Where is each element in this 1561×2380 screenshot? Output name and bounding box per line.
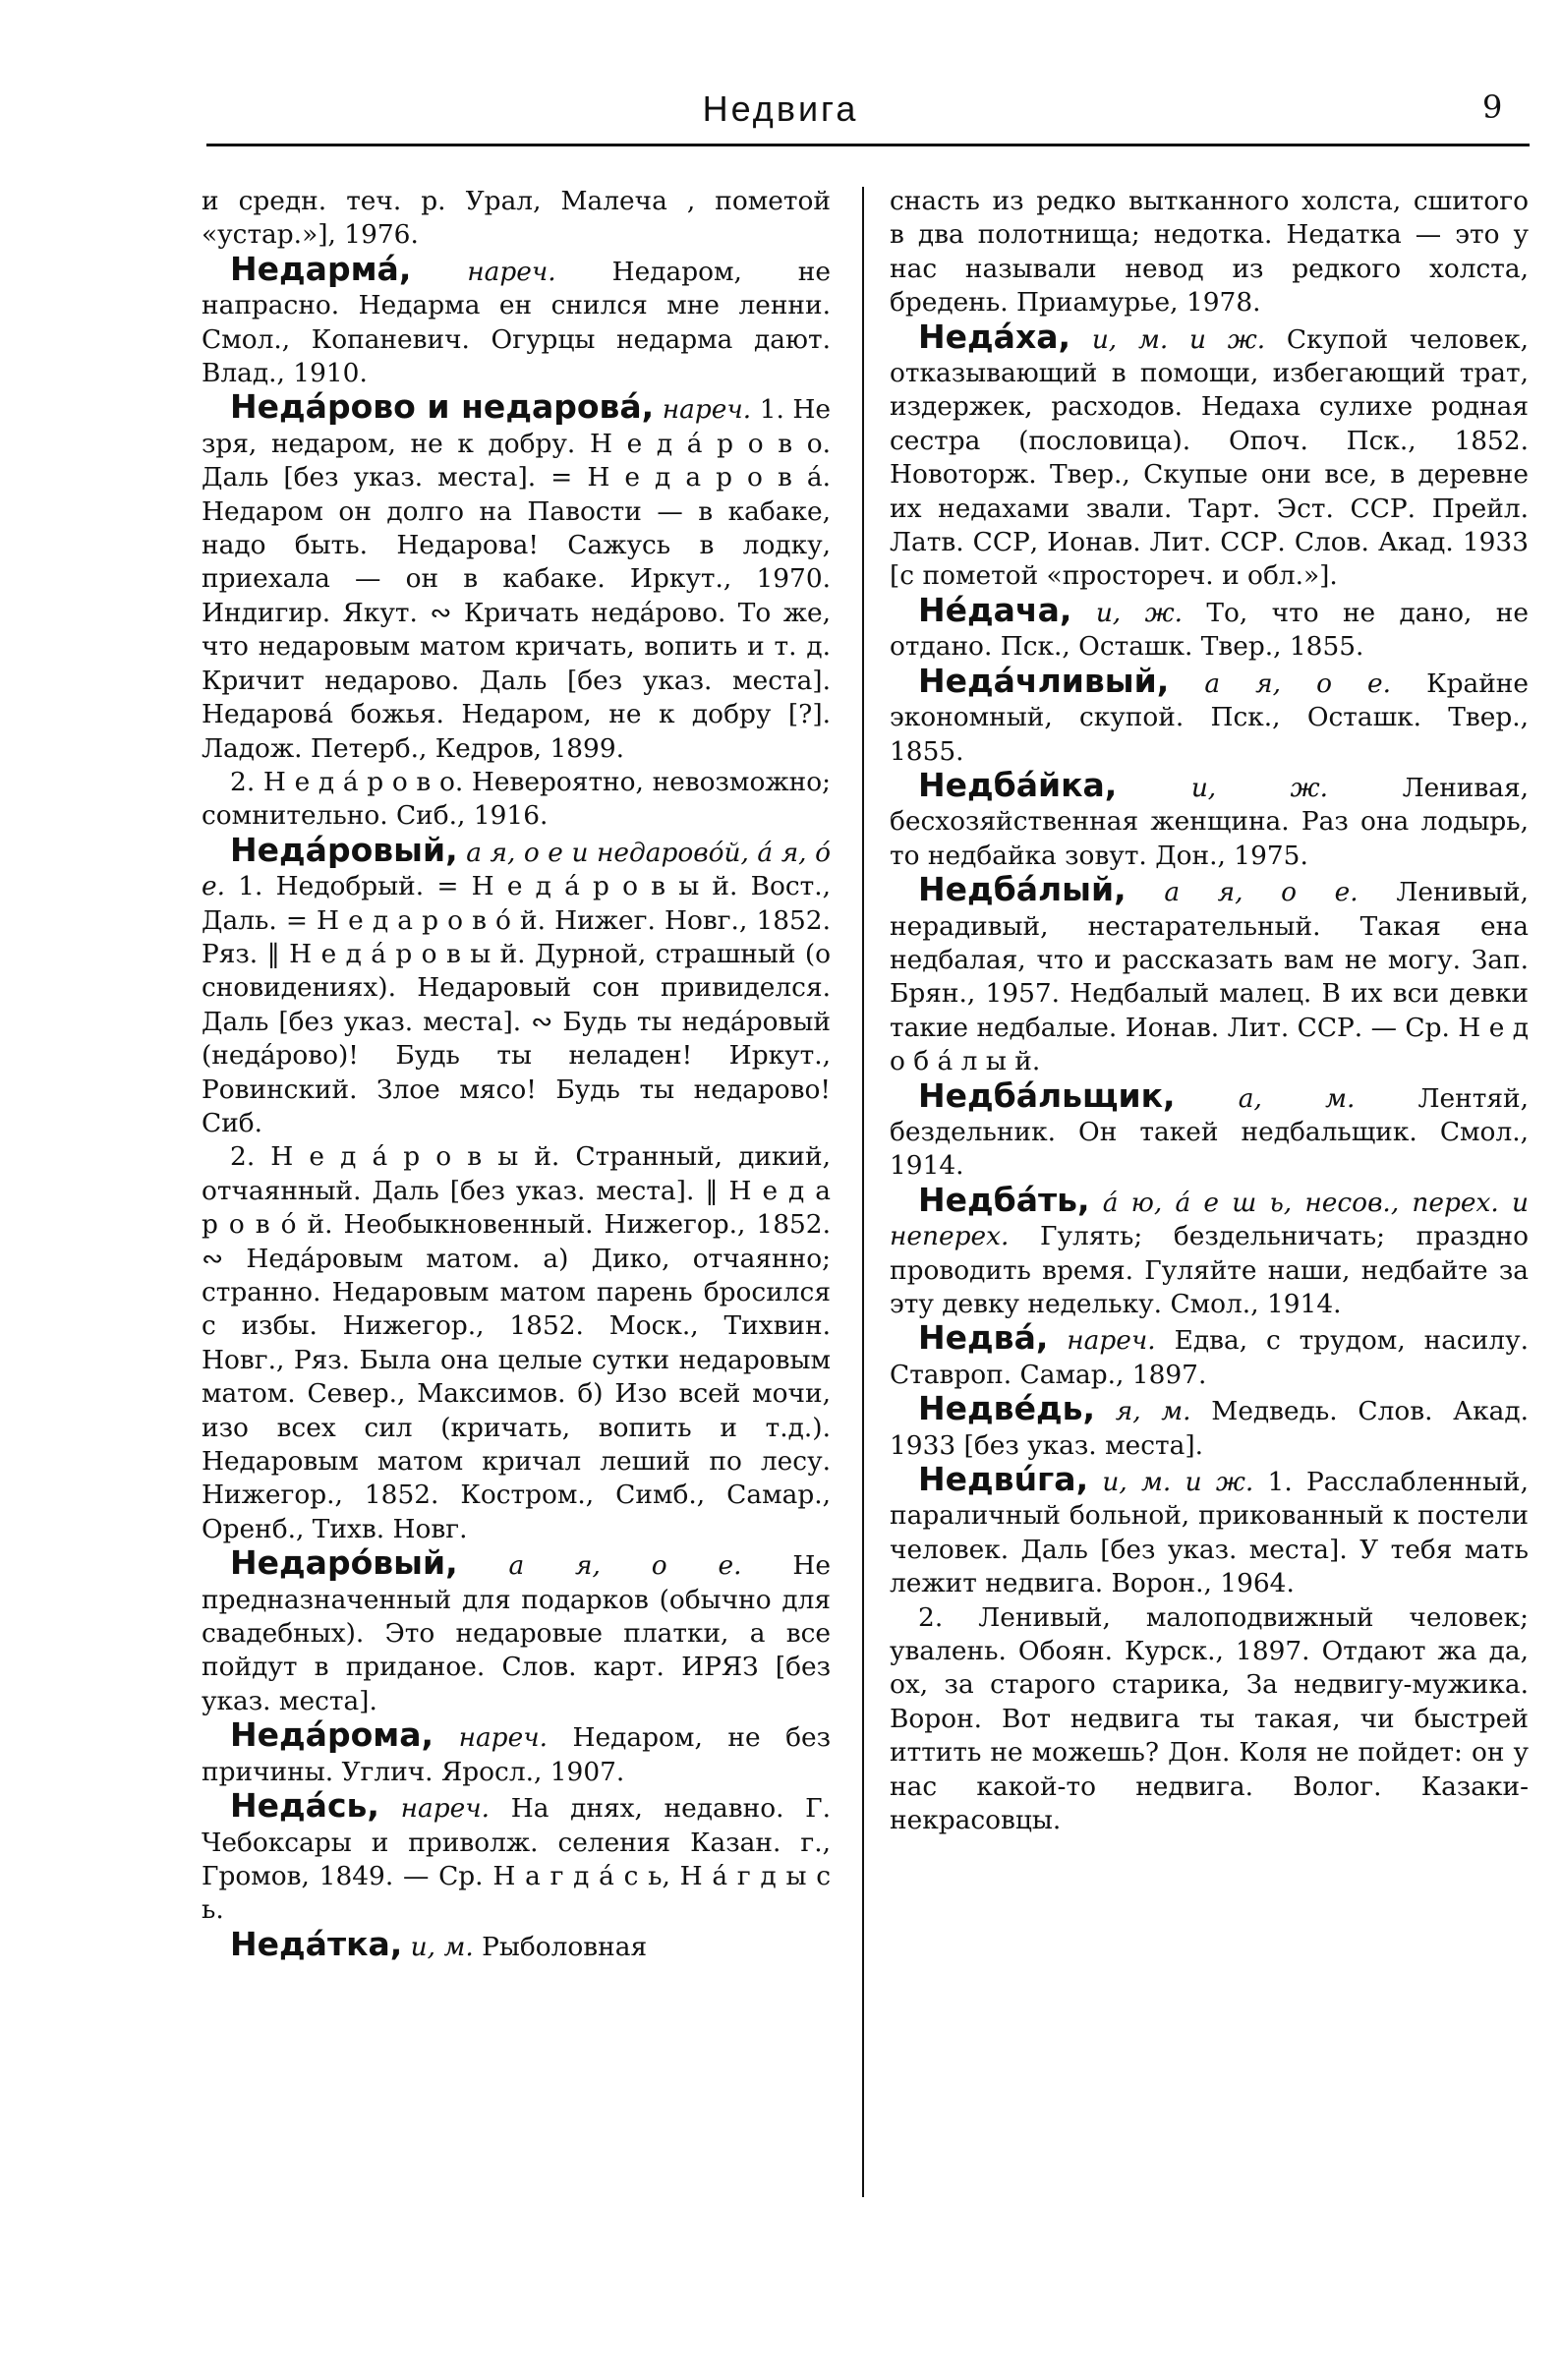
entry-paragraph <box>890 1180 1529 1322</box>
grammar-note: а я, о е. <box>1204 668 1392 699</box>
entry-paragraph <box>890 765 1530 873</box>
entry-paragraph <box>890 661 1530 769</box>
grammar-note: нареч. <box>662 394 752 426</box>
grammar-note: и, м. и ж. <box>1102 1467 1254 1498</box>
grammar-note: нареч. <box>1067 1325 1156 1357</box>
dictionary-entry <box>890 765 1530 873</box>
definition-text: Скупой человек, отказывающий в помощи, избегающий трат, издержек, расходов. Недаха сулихе родная сестра (пословица). Опоч. Пск., 1852. Новоторж. Твер., Скупые они все, в деревне их недахами звали. Тарт. Эст. ССР. Прейл. Латв. ССР, Ионав. Лит. ССР. Слов. Акад. 1933 [с пометой «простореч. и обл.»]. <box>890 323 1530 592</box>
dictionary-entry <box>202 1715 832 1789</box>
headword: Недáчливый, <box>918 661 1170 700</box>
entry-paragraph <box>202 1924 831 1964</box>
dictionary-entry <box>890 1389 1530 1463</box>
headword: Недарóвый, <box>230 1543 458 1583</box>
definition-text: На днях, недавно. Г. Чебоксары и приволж. селения Казан. г., Громов, 1849. — Ср. Н а г д á с ь, Н á г д ы с ь. <box>202 1793 831 1926</box>
entry-paragraph <box>202 387 832 765</box>
definition-text: Гулять; бездельничать; праздно проводить время. Гуляйте наши, недбайте за эту девку недельку. Смол., 1914. <box>890 1221 1529 1319</box>
headword: Недáсь, <box>230 1786 379 1826</box>
headword: Недáтка, <box>230 1924 403 1963</box>
entry-paragraph <box>890 185 1529 320</box>
entry-paragraph <box>890 317 1530 594</box>
headword: Недбáлый, <box>918 870 1127 909</box>
definition-text: Лентяй, бездельник. Он такей недбальщик. Смол., 1914. <box>890 1082 1529 1182</box>
grammar-note: нареч. <box>458 1722 548 1754</box>
dictionary-entry <box>890 1180 1529 1322</box>
grammar-note: а я, о е и недаровóй, á я, ó е. <box>202 837 831 902</box>
headword: Недбáть, <box>918 1180 1090 1219</box>
grammar-note: и, ж. <box>1190 772 1329 803</box>
grammar-note: а я, о е. <box>1164 877 1359 908</box>
grammar-note: нареч. <box>400 1793 491 1825</box>
headword: Недáрово и недаровá, <box>230 387 655 427</box>
headword: Недáровый, <box>230 830 458 869</box>
headword: Недáрома, <box>230 1715 434 1755</box>
dictionary-entry <box>890 1318 1529 1392</box>
dictionary-entry <box>202 185 831 253</box>
headword: Недвúга, <box>918 1460 1089 1499</box>
dictionary-entry <box>202 387 832 833</box>
headword: Нéдача, <box>918 590 1072 629</box>
dictionary-entry <box>890 1075 1529 1184</box>
dictionary-entry <box>890 590 1530 665</box>
column-divider <box>862 187 864 2197</box>
entry-paragraph <box>890 870 1530 1078</box>
grammar-note: и, м. и ж. <box>1091 323 1266 355</box>
header-rule <box>206 144 1530 146</box>
grammar-note: á ю, á е ш ь, несов., перех. и неперех. <box>890 1187 1529 1252</box>
dictionary-entry <box>202 1786 831 1928</box>
dictionary-entry <box>890 661 1530 769</box>
dictionary-entry <box>202 1924 831 1964</box>
grammar-note: а, м. <box>1238 1082 1356 1114</box>
entry-paragraph <box>890 1075 1529 1184</box>
entry-paragraph <box>202 1140 831 1546</box>
headword: Недáха, <box>918 317 1071 356</box>
definition-text: Едва, с трудом, насилу. Ставроп. Самар., 1897. <box>890 1325 1529 1390</box>
definition-text: Не предназначенный для подарков (обычно для свадебных). Это недаровые платки, а все пойдут в приданое. Слов. карт. ИРЯЗ [без указ. места]. <box>202 1550 831 1716</box>
entry-paragraph <box>890 1318 1529 1392</box>
dictionary-entry <box>890 317 1530 594</box>
entry-paragraph <box>202 185 831 253</box>
definition-text: Недаром, не без причины. Углич. Яросл., 1907. <box>202 1722 832 1787</box>
headword: Недармá, <box>230 249 412 288</box>
definition-text: 1. Не зря, недаром, не к добру. Н е д á р о в о. Даль [без указ. места]. = Н е д а р о в á. Недаром он долго на Павости — в кабаке, надо быть. Недарова! Сажусь в лодку, приехала — он в кабаке. Иркут., 1970. Индигир. Якут. ∾ Кричать недáрово. То же, что недаровым матом кричать, вопить и т. д. Кричит недарово. Даль [без указ. места]. Недаровá божья. Недаром, не к добру [?]. Ладож. Петерб., Кедров, 1899. <box>202 394 832 764</box>
entry-paragraph <box>202 766 831 834</box>
entry-paragraph <box>890 1389 1530 1463</box>
dictionary-entry <box>890 870 1530 1078</box>
headword: Недвéдь, <box>918 1389 1096 1428</box>
entry-paragraph <box>890 1601 1529 1838</box>
definition-text: 2. Ленивый, малоподвижный человек; увалень. Обоян. Курск., 1897. Отдают жа да, ох, за старого старика, За недвигу-мужика. Ворон. Вот недвига ты такая, чи быстрей иттить не можешь? Дон. Коля не пойдет: он у нас какой-то недвига. Волог. Казаки-некрасовцы. <box>890 1601 1529 1836</box>
definition-text: Медведь. Слов. Акад. 1933 [без указ. места]. <box>890 1396 1530 1461</box>
definition-text: То, что не дано, не отдано. Пск., Осташк. Твер., 1855. <box>890 597 1530 663</box>
dictionary-entry <box>890 185 1529 320</box>
dictionary-entry <box>202 830 832 1547</box>
entry-paragraph <box>890 1460 1529 1601</box>
entry-paragraph <box>202 249 831 391</box>
entry-paragraph <box>890 590 1530 665</box>
definition-text: 2. Н е д á р о в ы й. Странный, дикий, отчаянный. Даль [без указ. места]. ‖ Н е д а р о в ó й. Необыкновенный. Нижегор., 1852. ∾ Недáровым матом. а) Дико, отчаянно; странно. Недаровым матом парень бросился с избы. Нижегор., 1852. Моск., Тихвин. Новг., Ряз. Была она целые сутки недаровым матом. Север., Максимов. б) Изо всей мочи, изо всех сил (кричать, вопить и т.д.). Недаровым матом кричал леший по лесу. Нижегор., 1852. Костром., Симб., Самар., Оренб., Тихв. Новг. <box>202 1141 831 1544</box>
grammar-note: и, м. <box>410 1931 474 1962</box>
right-column <box>890 185 1529 1838</box>
dictionary-entry <box>202 1543 831 1718</box>
definition-text: 1. Недобрый. = Н е д á р о в ы й. Вост., Даль. = Н е д а р о в ó й. Нижег. Новг., 1852. Ряз. ‖ Н е д á р о в ы й. Дурной, страшный (о сновидениях). Недаровый сон привиделся. Даль [без указ. места]. ∾ Будь ты недáровый (недáрово)! Будь ты неладен! Иркут., Ровинский. Злое мясо! Будь ты недарово! Сиб. <box>202 871 832 1138</box>
left-column <box>202 185 831 1964</box>
grammar-note: и, ж. <box>1095 597 1183 628</box>
definition-text: 2. Н е д á р о в о. Невероятно, невозможно; сомнительно. Сиб., 1916. <box>202 766 831 832</box>
dictionary-entry <box>890 1460 1529 1837</box>
entry-paragraph <box>202 830 832 1141</box>
dictionary-entry <box>202 249 831 391</box>
grammar-note: нареч. <box>467 256 556 287</box>
grammar-note: я, м. <box>1115 1396 1191 1427</box>
entry-paragraph <box>202 1715 832 1789</box>
definition-text: снасть из редко вытканного холста, сшитого в два полотнища; недотка. Недатка — это у нас называли невод из редкого холста, бредень. Приамурье, 1978. <box>890 186 1529 319</box>
definition-text: Ленивый, нерадивый, нестарательный. Такая ена недбалая, что и рассказать вам не могу. Зап. Брян., 1957. Недбалый малец. В их вси девки такие недбалые. Ионав. Лит. ССР. — Ср. Н е д о б á л ы й. <box>890 877 1530 1077</box>
headword: Недвá, <box>918 1318 1049 1358</box>
definition-text: Рыболовная <box>482 1931 648 1962</box>
entry-paragraph <box>202 1543 831 1718</box>
definition-text: Недаром, не напрасно. Недарма ен снился мне ленни. Смол., Копаневич. Огурцы недарма дают. Влад., 1910. <box>202 256 831 389</box>
running-head: Недвига <box>702 88 859 129</box>
headword: Недбáйка, <box>918 765 1118 804</box>
page-number: 9 <box>1482 88 1503 126</box>
definition-text: 1. Расслабленный, параличный больной, прикованный к постели человек. Даль [без указ. места]. У тебя мать лежит недвига. Ворон., 1964. <box>890 1467 1529 1599</box>
entry-paragraph <box>202 1786 831 1928</box>
headword: Недбáльщик, <box>918 1075 1176 1115</box>
definition-text: Крайне экономный, скупой. Пск., Осташк. Твер., 1855. <box>890 668 1530 767</box>
definition-text: и средн. теч. р. Урал, Малеча , пометой «устар.»], 1976. <box>202 186 831 251</box>
grammar-note: а я, о е. <box>508 1550 742 1582</box>
definition-text: Ленивая, бесхозяйственная женщина. Раз она лодырь, то недбайка зовут. Дон., 1975. <box>890 772 1530 871</box>
